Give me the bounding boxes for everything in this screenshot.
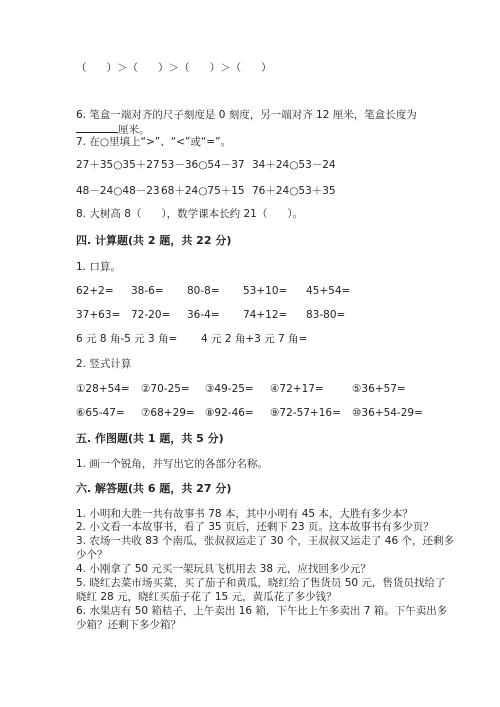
oral-calc-item: 83-80= [306, 309, 346, 321]
word-problem-line: 晓红 28 元，晓红买茄子花了 15 元，黄瓜花了多少钱？ [76, 591, 337, 603]
money-calc-item: 4 元 2 角+3 元 7 角= [201, 333, 308, 345]
vertical-calc-item: ⑧92-46= [205, 407, 254, 419]
word-problem-line: 少个？ [76, 549, 108, 561]
question-8: 8. 大树高 8（ ），数学课本长约 21（ ）。 [76, 208, 304, 220]
compare-item: 48－24○48－23 [76, 185, 160, 197]
vertical-calc-item: ⑦68+29= [141, 407, 195, 419]
compare-item: 27＋35○35＋27 [76, 159, 160, 171]
vertical-calc-row [76, 407, 436, 420]
oral-calc-item: 45+54= [306, 285, 351, 297]
vertical-calc-item: ①28+54= [76, 383, 130, 395]
word-problem-line: 6. 水果店有 50 箱桔子，上午卖出 16 箱，下午比上午多卖出 7 箱。下午卖出多 [76, 605, 448, 617]
compare-row [76, 185, 436, 198]
vertical-calc-item: ③49-25= [205, 383, 254, 395]
vertical-calc-item: ④72+17= [270, 383, 324, 395]
vertical-calc-row [76, 383, 436, 396]
vertical-calc-item: ⑤36+57= [352, 383, 406, 395]
oral-calc-item: 72-20= [131, 309, 171, 321]
money-calc-item: 6 元 8 角-5 元 3 角= [76, 333, 178, 345]
word-problem-line: 5. 晓红去菜市场买菜，买了茄子和黄瓜，晓红给了售货员 50 元，售货员找给了 [76, 577, 446, 589]
question-6-line2 [76, 122, 150, 137]
word-problem-line: 1. 小明和大胜一共有故事书 78 本，其中小明有 45 本，大胜有多少本？ [76, 508, 413, 520]
oral-calc-title: 1. 口算。 [76, 261, 121, 273]
vertical-calc-item: ②70-25= [141, 383, 190, 395]
question-6-line1: 6. 笔盒一端对齐的尺子刻度是 0 刻度，另一端对齐 12 厘米，笔盒长度为 [76, 109, 417, 121]
section-5-heading: 五. 作图题(共 1 题，共 5 分) [76, 432, 224, 445]
compare-item: 76＋24○53＋35 [252, 185, 336, 197]
word-problem-line: 4. 小刚拿了 50 元买一架玩具飞机用去 38 元，应找回多少元？ [76, 563, 371, 575]
compare-item: 34＋24○53－24 [252, 159, 336, 171]
question-7-title: 7. 在○里填上“>”、“<”或“=”。 [76, 136, 232, 148]
money-calc-row [76, 333, 436, 346]
word-problem-line: 2. 小文看一本故事书，看了 35 页后，还剩下 23 页。这本故事书有多少页？ [76, 521, 434, 533]
oral-calc-item: 36-4= [187, 309, 220, 321]
vertical-calc-item: ⑨72-57+16= [270, 407, 341, 419]
oral-calc-item: 38-6= [131, 285, 164, 297]
oral-calc-item: 62+2= [76, 285, 114, 297]
vertical-calc-item: ⑥65-47= [76, 407, 125, 419]
oral-calc-row [76, 309, 436, 322]
oral-calc-row [76, 285, 436, 298]
word-problem-line: 3. 农场一共收 83 个南瓜，张叔叔运走了 30 个，王叔叔又运走了 46 个，还剩多 [76, 535, 454, 547]
oral-calc-item: 37+63= [76, 309, 121, 321]
answer-blank[interactable] [76, 122, 118, 133]
vertical-calc-item: ⑩36+54-29= [352, 407, 423, 419]
oral-calc-item: 80-8= [187, 285, 220, 297]
word-problem-line: 少箱？还剩下多少箱？ [76, 619, 181, 631]
drawing-question: 1. 画一个锐角，并写出它的各部分名称。 [76, 458, 268, 470]
section-4-heading: 四. 计算题(共 2 题，共 22 分) [76, 234, 232, 247]
compare-blanks-line: （ ）＞（ ）＞（ ）＞（ ） [76, 62, 272, 74]
question-6-unit: 厘米。 [118, 124, 150, 136]
vertical-calc-title: 2. 竖式计算 [76, 358, 132, 370]
compare-item: 53－36○54－37 [161, 159, 245, 171]
compare-item: 68＋24○75＋15 [161, 185, 245, 197]
compare-row [76, 159, 436, 172]
oral-calc-item: 74+12= [243, 309, 288, 321]
section-6-heading: 六. 解答题(共 6 题，共 27 分) [76, 482, 232, 495]
oral-calc-item: 53+10= [243, 285, 288, 297]
